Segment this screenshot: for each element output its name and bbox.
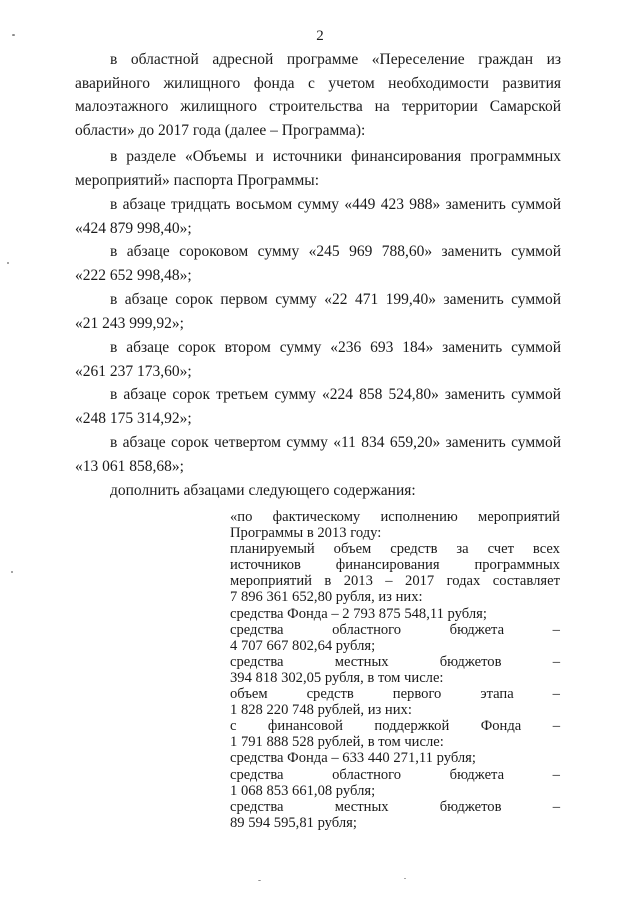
paragraph-line: малоэтажного жилищного строительства на территории Самарской bbox=[75, 98, 561, 115]
inserted-text-block bbox=[230, 509, 560, 831]
amendment-paragraph bbox=[75, 431, 561, 478]
block-line bbox=[230, 557, 560, 573]
block-line: 394 818 302,05 рубля, в том числе: bbox=[230, 669, 444, 686]
intro-paragraph bbox=[75, 48, 561, 142]
word: исполнению bbox=[380, 509, 458, 525]
paragraph-line: «261 237 173,60»; bbox=[75, 362, 192, 380]
word: – bbox=[552, 686, 560, 703]
word: средств bbox=[306, 686, 354, 703]
paragraph-line: в абзаце сорок втором сумму «236 693 184» заменить суммой bbox=[110, 339, 561, 356]
amendment-paragraph bbox=[75, 240, 561, 287]
block-line bbox=[230, 718, 560, 734]
page-number: 2 bbox=[316, 28, 324, 44]
paragraph-line: дополнить абзацами следующего содержания: bbox=[110, 482, 416, 499]
word: – bbox=[552, 653, 560, 670]
word: объем bbox=[230, 686, 268, 703]
word: мероприятий bbox=[478, 509, 560, 525]
block-line bbox=[230, 573, 560, 589]
word: всех bbox=[532, 541, 560, 558]
word: программных bbox=[474, 557, 560, 574]
word: – bbox=[552, 621, 560, 638]
word: этапа bbox=[480, 686, 514, 703]
paragraph-line: в областной адресной программе «Переселение граждан из bbox=[110, 51, 561, 68]
word: бюджета bbox=[449, 766, 505, 783]
block-line: 1 828 220 748 рублей, из них: bbox=[230, 702, 412, 719]
paragraph-line: мероприятий» паспорта Программы: bbox=[75, 171, 320, 189]
word: средства bbox=[230, 798, 284, 815]
scan-speck bbox=[258, 880, 261, 881]
word: с bbox=[230, 718, 237, 735]
paragraph-line: области» до 2017 года (далее – Программа): bbox=[75, 121, 366, 139]
paragraph-line: в абзаце сорок четвертом сумму «11 834 659,20» заменить суммой bbox=[110, 434, 561, 451]
paragraph-line: в абзаце сороковом сумму «245 969 788,60» заменить суммой bbox=[110, 243, 561, 260]
block-line bbox=[230, 654, 560, 670]
paragraph-line: «424 879 998,40»; bbox=[75, 219, 192, 237]
word: местных bbox=[334, 653, 389, 670]
word: средства bbox=[230, 621, 284, 638]
amendment-paragraph bbox=[75, 336, 561, 383]
block-line: 7 896 361 652,80 рубля, из них: bbox=[230, 589, 423, 606]
amendment-paragraph bbox=[75, 193, 561, 240]
word: – bbox=[552, 718, 560, 735]
paragraph-line: в абзаце тридцать восьмом сумму «449 423 988» заменить суммой bbox=[110, 196, 561, 213]
supplement-intro bbox=[75, 479, 561, 503]
paragraph-line: в абзаце сорок первом сумму «22 471 199,40» заменить суммой bbox=[110, 291, 561, 308]
scan-speck bbox=[404, 878, 406, 879]
word: – bbox=[552, 766, 560, 783]
word: средств bbox=[390, 541, 438, 558]
block-line: 1 791 888 528 рублей, в том числе: bbox=[230, 734, 444, 751]
block-line: 4 707 667 802,64 рубля; bbox=[230, 637, 376, 654]
word: областного bbox=[332, 766, 402, 783]
word: составляет bbox=[492, 573, 560, 590]
word: финансирования bbox=[335, 557, 440, 574]
block-line bbox=[230, 799, 560, 815]
block-line: средства Фонда – 2 793 875 548,11 рубля; bbox=[230, 605, 487, 622]
block-line bbox=[230, 686, 560, 702]
word: фактическому bbox=[272, 509, 361, 525]
word: объем bbox=[333, 541, 372, 558]
scan-speck bbox=[12, 34, 15, 36]
word: первого bbox=[392, 686, 442, 703]
paragraph-line: «13 061 858,68»; bbox=[75, 457, 184, 475]
word: бюджетов bbox=[439, 798, 502, 815]
scan-speck bbox=[7, 262, 9, 264]
word: годах bbox=[446, 573, 481, 590]
word: – bbox=[385, 573, 393, 590]
paragraph-line: в разделе «Объемы и источники финансирования программных bbox=[110, 148, 561, 165]
paragraph-line: «222 652 998,48»; bbox=[75, 266, 192, 284]
paragraph-line: в абзаце сорок третьем сумму «224 858 524,80» заменить суммой bbox=[110, 386, 561, 403]
block-line bbox=[230, 541, 560, 557]
block-line bbox=[230, 622, 560, 638]
block-line: средства Фонда – 633 440 271,11 рубля; bbox=[230, 750, 476, 767]
word: за bbox=[456, 541, 469, 558]
word: средства bbox=[230, 766, 284, 783]
word: местных bbox=[334, 798, 389, 815]
word: Фонда bbox=[480, 718, 522, 735]
word: бюджета bbox=[449, 621, 505, 638]
block-line bbox=[230, 509, 560, 525]
amendment-paragraph bbox=[75, 383, 561, 430]
word: «по bbox=[230, 509, 253, 525]
word: 2017 bbox=[405, 573, 435, 590]
word: мероприятий bbox=[230, 573, 312, 590]
word: финансовой bbox=[267, 718, 343, 735]
word: счет bbox=[487, 541, 514, 558]
amendment-paragraph bbox=[75, 288, 561, 335]
word: средства bbox=[230, 653, 284, 670]
word: – bbox=[552, 798, 560, 815]
block-line: Программы в 2013 году: bbox=[230, 525, 382, 542]
word: поддержкой bbox=[374, 718, 450, 735]
word: планируемый bbox=[230, 541, 315, 558]
scan-speck bbox=[11, 571, 13, 573]
section-paragraph bbox=[75, 145, 561, 192]
word: 2013 bbox=[343, 573, 373, 590]
word: бюджетов bbox=[439, 653, 502, 670]
paragraph-line: «21 243 999,92»; bbox=[75, 314, 184, 332]
word: областного bbox=[332, 621, 402, 638]
block-line: 89 594 595,81 рубля; bbox=[230, 814, 357, 831]
paragraph-line: «248 175 314,92»; bbox=[75, 409, 192, 427]
block-line bbox=[230, 767, 560, 783]
paragraph-line: аварийного жилищного фонда с учетом необходимости развития bbox=[75, 74, 561, 92]
word: в bbox=[324, 573, 332, 590]
word: источников bbox=[230, 557, 301, 574]
block-line: 1 068 853 661,08 рубля; bbox=[230, 782, 376, 799]
